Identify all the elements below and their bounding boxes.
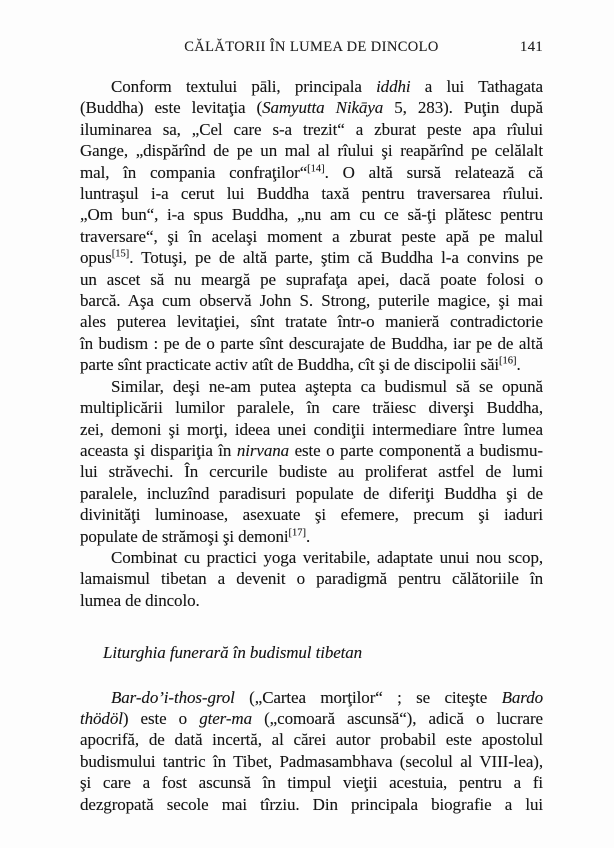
text-line: zei, demoni şi morţi, ideea unei condiţii intermediare între lumea bbox=[80, 419, 543, 439]
italic-text: nirvana bbox=[236, 440, 290, 460]
running-head-title: CĂLĂTORII ÎN LUMEA DE DINCOLO bbox=[184, 39, 439, 55]
text-line: lamaismul tibetan a devenit o paradigmă pentru călătoriile în bbox=[80, 569, 543, 589]
text-line: un ascet să nu meargă pe suprafaţa apei, dacă poate folosi o bbox=[80, 269, 543, 289]
text-line: thödöl) este o gter-ma („comoară ascunsă“), adică o lucrare bbox=[80, 708, 543, 728]
text-line: apocrifă, de dată incertă, al cărei autor probabil este apostolul bbox=[80, 730, 543, 750]
text-line: Similar, deşi ne-am putea aştepta ca budismul să se opună bbox=[111, 376, 543, 396]
paragraph bbox=[80, 376, 543, 547]
text-line: budismului tantric în Tibet, Padmasambhava (secolul al VIII-lea), bbox=[80, 751, 543, 771]
italic-text: Bardo bbox=[501, 687, 543, 707]
text-line: Conform textului pāli, principala iddhi a lui Tathagata bbox=[111, 77, 543, 96]
italic-text: gter-ma bbox=[199, 708, 252, 728]
text-line: aceasta şi dispariţia în nirvana este o parte componentă a budismu- bbox=[80, 440, 543, 460]
footnote-ref: [15] bbox=[111, 248, 130, 260]
text-line: în budism : pe de o parte sînt descurajate de Buddha, iar pe de altă bbox=[80, 333, 543, 353]
text-block bbox=[80, 76, 543, 815]
text-line: dezgropată secole mai tîrziu. Din principala biografie a lui bbox=[80, 794, 543, 814]
text-line: Gange, „dispărînd de pe un mal al rîului şi reapărînd pe celălalt bbox=[80, 141, 543, 161]
running-head bbox=[80, 38, 543, 58]
italic-text: Liturghia funerară în budismul tibetan bbox=[103, 643, 363, 663]
text-line: divinităţi luminoase, asexuate şi efemere, precum şi iaduri bbox=[80, 505, 543, 525]
paragraph bbox=[80, 76, 543, 376]
italic-text: Samyutta Nikāya bbox=[262, 98, 384, 118]
italic-text: thödöl bbox=[80, 708, 123, 728]
text-line: mal, în compania confraţilor“[14]. O altă sursă relatează că bbox=[80, 162, 543, 182]
text-line: „Om bun“, i-a spus Buddha, „nu am cu ce să-ţi plătesc pentru bbox=[80, 205, 543, 225]
page-number: 141 bbox=[519, 39, 543, 55]
text-line: lui străvechi. În cercurile budiste au proliferat astfel de lumi bbox=[80, 462, 543, 482]
italic-text: iddhi bbox=[376, 77, 411, 96]
footnote-ref: [14] bbox=[307, 162, 325, 174]
text-line: traversare“, şi în acelaşi moment a zburat peste apă pe malul bbox=[80, 226, 543, 246]
text-line: parte sînt practicate activ atît de Buddha, cît şi de discipolii săi[16]. bbox=[80, 355, 521, 375]
paragraph bbox=[80, 687, 543, 815]
text-line bbox=[103, 642, 543, 663]
text-line: paralele, incluzînd paradisuri populate de diferiţi Buddha şi de bbox=[80, 483, 543, 503]
text-line: (Buddha) este levitaţia (Samyutta Nikāya 5, 283). Puţin după bbox=[80, 98, 543, 118]
text-line: Combinat cu practici yoga veritabile, adaptate unui nou scop, bbox=[111, 547, 543, 567]
text-line: multiplicării lumilor paralele, în care trăiesc diverşi Buddha, bbox=[80, 398, 543, 418]
text-line: iluminarea sa, „Cel care s-a trezit“ a zburat peste apa rîului bbox=[80, 119, 543, 139]
italic-text: Bar-do’i-thos-grol bbox=[111, 687, 235, 707]
paragraph bbox=[80, 547, 543, 611]
text-line: opus[15]. Totuşi, pe de altă parte, ştim că Buddha l-a convins pe bbox=[80, 248, 543, 268]
text-line: luntraşul i-a cerut lui Buddha taxă pentru traversarea rîului. bbox=[80, 184, 543, 204]
text-line: populate de strămoşi şi demoni[17]. bbox=[80, 526, 311, 546]
text-line: Bar-do’i-thos-grol („Cartea morţilor“ ; se citeşte Bardo bbox=[111, 687, 543, 707]
footnote-ref: [17] bbox=[288, 526, 307, 538]
text-line: şi care a fost ascunsă în timpul vieţii acestuia, pentru a fi bbox=[80, 773, 543, 793]
section-heading bbox=[80, 642, 543, 663]
text-line: barcă. Aşa cum observă John S. Strong, puterile magice, şi mai bbox=[80, 291, 543, 311]
text-line: lumea de dincolo. bbox=[80, 590, 200, 610]
text-line: ales puterea levitaţiei, sînt tratate într-o manieră contradictorie bbox=[80, 312, 543, 332]
footnote-ref: [16] bbox=[499, 355, 517, 367]
